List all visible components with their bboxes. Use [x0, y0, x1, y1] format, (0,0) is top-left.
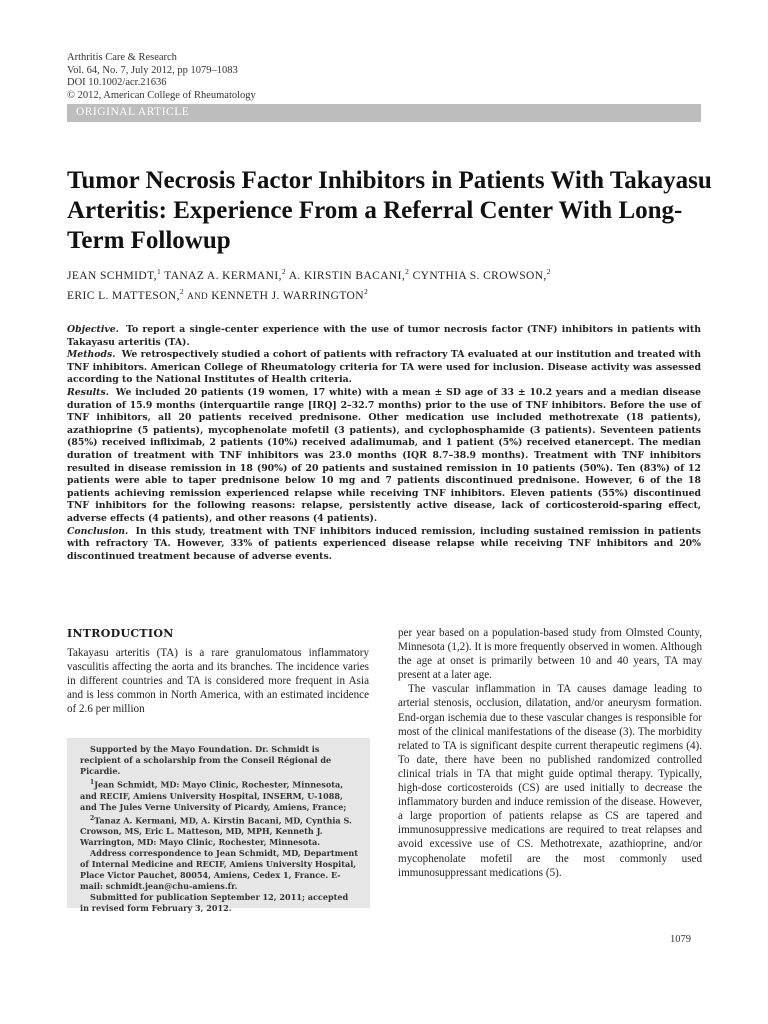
author-name: A. KIRSTIN BACANI, — [288, 269, 406, 282]
abstract-results — [67, 387, 701, 526]
author-affiliation: 2 — [546, 267, 551, 276]
journal-doi: DOI 10.1002/acr.21636 — [67, 77, 167, 88]
abstract-conclusion — [67, 526, 701, 564]
body-column-left — [67, 646, 369, 716]
abstract-text: In this study, treatment with TNF inhibitors induced remission, including sustained remission in patients with refractory TA. However, 33% of patients experienced disease relapse while receiving TNF inhibitors and 20% discontinued treatment because of adverse events. — [67, 525, 701, 562]
footnote-box — [67, 738, 370, 914]
footnote-affiliation-1 — [80, 777, 358, 813]
journal-info — [67, 52, 256, 102]
journal-volume: Vol. 64, No. 7, July 2012, pp 1079–1083 — [67, 64, 238, 76]
article-type-bar — [67, 104, 701, 122]
author-line-1 — [67, 264, 717, 284]
footnote-correspondence: Address correspondence to Jean Schmidt, MD, Department of Internal Medicine and RECIF, Amiens University Hospital, Place Victor Pauchet, 80054, Amiens, Cedex 1, France. E-mail: schmidt.jean@chu-amiens.fr. — [80, 848, 358, 892]
author-name: TANAZ A. KERMANI, — [164, 269, 282, 282]
footnote-support: Supported by the Mayo Foundation. Dr. Schmidt is recipient of a scholarship from the Conseil Régional de Picardie. — [80, 744, 332, 776]
footnote-text: Jean Schmidt, MD: Mayo Clinic, Rochester, Minnesota, and RECIF, Amiens University Hospital, INSERM, U-1088, and The Jules Verne University of Picardy, Amiens, France; — [80, 779, 347, 812]
author-affiliation: 2 — [281, 267, 287, 276]
abstract-text: We retrospectively studied a cohort of patients with refractory TA evaluated at our institution and treated with TNF inhibitors. American College of Rheumatology criteria for TA were used for inclusion. Disease activity was assessed according to the National Institutes of Health criteria. — [67, 349, 701, 386]
author-affiliation: 2 — [405, 267, 410, 276]
author-conjunction: AND — [187, 290, 208, 301]
article-type-label: ORIGINAL ARTICLE — [76, 106, 190, 118]
abstract-text: To report a single-center experience with the use of tumor necrosis factor (TNF) inhibitors in patients with Takayasu arteritis (TA). — [67, 324, 701, 348]
page-number: 1079 — [670, 934, 691, 945]
abstract-label: Results. — [67, 386, 109, 398]
abstract — [67, 324, 701, 563]
journal-name: Arthritis Care & Research — [67, 52, 177, 63]
article-title: Tumor Necrosis Factor Inhibitors in Patients With Takayasu Arteritis: Experience From a Referral Center With Long-Term Followup — [67, 167, 712, 254]
footnote-submitted: Submitted for publication September 12, 2011; accepted in revised form February 3, 2012. — [80, 892, 349, 914]
footnote-affiliation-2 — [80, 813, 358, 849]
author-name: JEAN SCHMIDT, — [67, 269, 157, 282]
author-affiliation: 1 — [156, 267, 162, 276]
abstract-label: Methods. — [67, 349, 116, 361]
abstract-methods — [67, 349, 701, 387]
author-name: KENNETH J. WARRINGTON — [211, 289, 364, 302]
abstract-label: Conclusion. — [67, 525, 129, 537]
abstract-objective — [67, 324, 701, 349]
author-line-2 — [67, 284, 717, 304]
footnote-text: Tanaz A. Kermani, MD, A. Kirstin Bacani, MD, Cynthia S. Crowson, MS, Eric L. Matteson, MD, MPH, Kenneth J. Warrington, MD: Mayo Clinic, Rochester, Minnesota. — [80, 815, 352, 848]
footnote-mark: 2 — [90, 814, 95, 822]
author-list — [67, 264, 717, 304]
body-paragraph: per year based on a population-based study from Olmsted County, Minnesota (1,2). It is more frequently observed in women. Although the age at onset is primarily between 10 and 40 years, TA may present at a later age. — [398, 627, 702, 682]
author-affiliation: 2 — [363, 286, 369, 296]
author-affiliation: 2 — [179, 286, 185, 296]
section-heading: INTRODUCTION — [67, 627, 174, 640]
body-column-right — [398, 626, 702, 880]
body-paragraph: Takayasu arteritis (TA) is a rare granulomatous inflammatory vasculitis affecting the aorta and its branches. The incidence varies in different countries and TA is considered more frequent in Asia and is less common in North America, with an estimated incidence of 2.6 per million — [67, 647, 369, 716]
author-name: CYNTHIA S. CROWSON, — [412, 269, 547, 282]
journal-copyright: © 2012, American College of Rheumatology — [67, 89, 256, 101]
abstract-label: Objective. — [67, 324, 119, 335]
body-paragraph: The vascular inflammation in TA causes damage leading to arterial stenosis, occlusion, dilatation, and/or aneurysm formation. End-organ ischemia due to these vascular changes is responsible for most of the clinical manifestations of the disease (3). The morbidity related to TA is significant despite current therapeutic regimens (4). To date, there have been no published randomized controlled clinical trials in TA that might guide optimal therapy. Typically, high-dose corticosteroids (CS) are used initially to decrease the inflammatory burden and induce remission of the disease. However, a large proportion of patients relapse as CS are tapered and immunosuppressive medications are required to treat relapses and avoid excessive use of CS. Methotrexate, azathioprine, and/or mycophenolate mofetil are the most commonly used immunosuppressant medications (5). — [398, 683, 702, 879]
footnote-mark: 1 — [90, 779, 95, 786]
author-name: ERIC L. MATTESON, — [67, 289, 180, 302]
abstract-text: We included 20 patients (19 women, 17 white) with a mean ± SD age of 33 ± 10.2 years and a median disease duration of 15.9 months (interquartile range [IRQ] 2–32.7 months) prior to the use of TNF inhibitors. Before the use of TNF inhibitors, all 20 patients received prednisone. Other medication use included methotrexate (18 patients), azathioprine (5 patients), mycophenolate mofetil (3 patients), and cyclophosphamide (3 patients). Seventeen patients (85%) received infliximab, 2 patients (10%) received adalimumab, and 1 patient (5%) received etanercept. The median duration of treatment with TNF inhibitors was 23.0 months (IQR 8.7–38.9 months). Treatment with TNF inhibitors resulted in disease remission in 18 (90%) of 20 patients and sustained remission in 10 patients (50%). Ten (83%) of 12 patients were able to taper prednisone below 10 mg and 7 patients discontinued prednisone. However, 6 of the 18 patients achieving remission experienced relapse while receiving TNF inhibitors. Eleven patients (55%) discontinued TNF inhibitors for the following reasons: relapse, persistently active disease, lack of corticosteroid-sparing effect, adverse effects (4 patients), and other reasons (4 patients). — [67, 386, 701, 524]
